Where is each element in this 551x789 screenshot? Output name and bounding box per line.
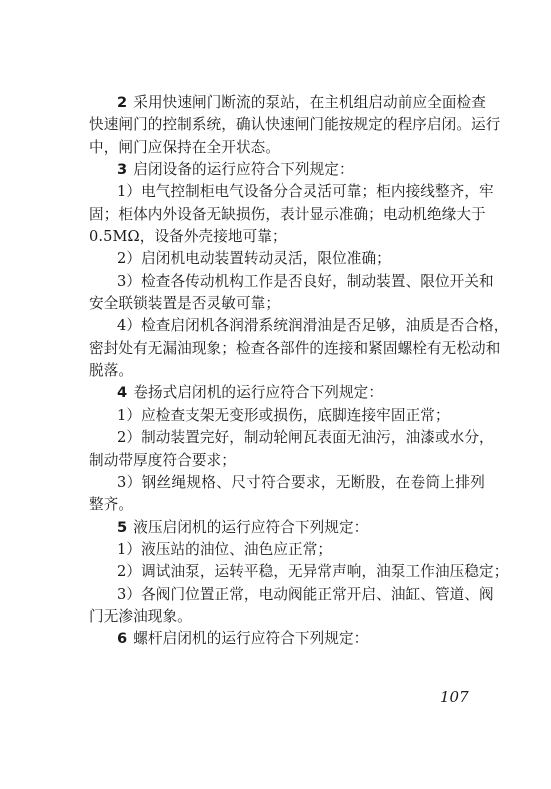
clause-heading-line [89, 92, 485, 114]
text-line [89, 114, 501, 136]
text-line [89, 405, 485, 427]
line-text: 2）调试油泵，运转平稳，无异常声响，油泵工作油压稳定； [117, 563, 509, 581]
line-text: 4）检查启闭机各润滑系统润滑油是否足够，油质是否合格， [117, 317, 509, 335]
line-text: 1）电气控制柜电气设备分合灵活可靠；柜内接线整齐，牢 [117, 183, 494, 201]
clause-number: 5 [117, 518, 128, 536]
text-line [89, 226, 485, 248]
text-line [89, 315, 509, 337]
text-line [89, 427, 494, 449]
text-line [89, 450, 485, 472]
page-number: 107 [440, 688, 469, 706]
line-text: 2）启闭机电动装置转动灵活，限位准确； [117, 250, 391, 268]
line-text: 固；柜体内外设备无缺损伤，表计显示准确；电动机绝缘大于 [89, 205, 486, 223]
page-body [89, 92, 509, 651]
line-text: 卷扬式启闭机的运行应符合下列规定： [133, 384, 384, 402]
text-line [89, 338, 501, 360]
line-text: 螺杆启闭机的运行应符合下列规定： [133, 630, 369, 648]
line-text: 1）应检查支架无变形或损伤，底脚连接牢固正常； [117, 406, 450, 424]
line-text: 3）各阀门位置正常，电动阀能正常开启、油缸、管道、阀 [117, 585, 494, 603]
clause-number: 6 [117, 630, 128, 648]
line-text: 门无渗油现象。 [89, 607, 192, 625]
line-text: 0.5MΩ，设备外壳接地可靠； [89, 228, 287, 246]
line-text: 制动带厚度符合要求； [89, 451, 236, 469]
text-line [89, 539, 485, 561]
text-line [89, 584, 494, 606]
clause-heading-line [89, 628, 485, 650]
line-text: 采用快速闸门断流的泵站，在主机组启动前应全面检查 [133, 94, 486, 111]
line-text: 液压启闭机的运行应符合下列规定： [133, 518, 369, 536]
text-line [89, 293, 485, 315]
text-line [89, 360, 485, 382]
text-line [89, 181, 494, 203]
clause-number: 3 [117, 161, 128, 179]
clause-number: 4 [117, 384, 128, 402]
line-text: 3）钢丝绳规格、尺寸符合要求，无断股，在卷筒上排列 [117, 473, 485, 491]
line-text: 安全联锁装置是否灵敏可靠； [89, 295, 281, 313]
line-text: 脱落。 [89, 362, 134, 380]
text-line [89, 606, 485, 628]
line-text: 2）制动装置完好，制动轮闸瓦表面无油污，油漆或水分， [117, 429, 494, 447]
text-line [89, 137, 485, 159]
text-line [89, 561, 509, 583]
line-text: 快速闸门的控制系统，确认快速闸门能按规定的程序启闭。运行 [89, 116, 501, 134]
clause-number: 2 [117, 94, 128, 111]
text-line [89, 271, 494, 293]
clause-heading-line [89, 517, 485, 539]
line-text: 密封处有无漏油现象；检查各部件的连接和紧固螺栓有无松动和 [89, 339, 501, 357]
line-text: 启闭设备的运行应符合下列规定： [133, 161, 354, 179]
line-text: 1）液压站的油位、油色应正常； [117, 540, 333, 558]
line-text: 中，闸门应保持在全开状态。 [89, 138, 281, 156]
line-text: 3）检查各传动机构工作是否良好，制动装置、限位开关和 [117, 272, 494, 290]
text-line [89, 472, 485, 494]
text-line [89, 494, 485, 516]
clause-heading-line [89, 159, 485, 181]
clause-heading-line [89, 382, 485, 404]
text-line [89, 204, 485, 226]
text-line [89, 248, 485, 270]
line-text: 整齐。 [89, 496, 134, 514]
